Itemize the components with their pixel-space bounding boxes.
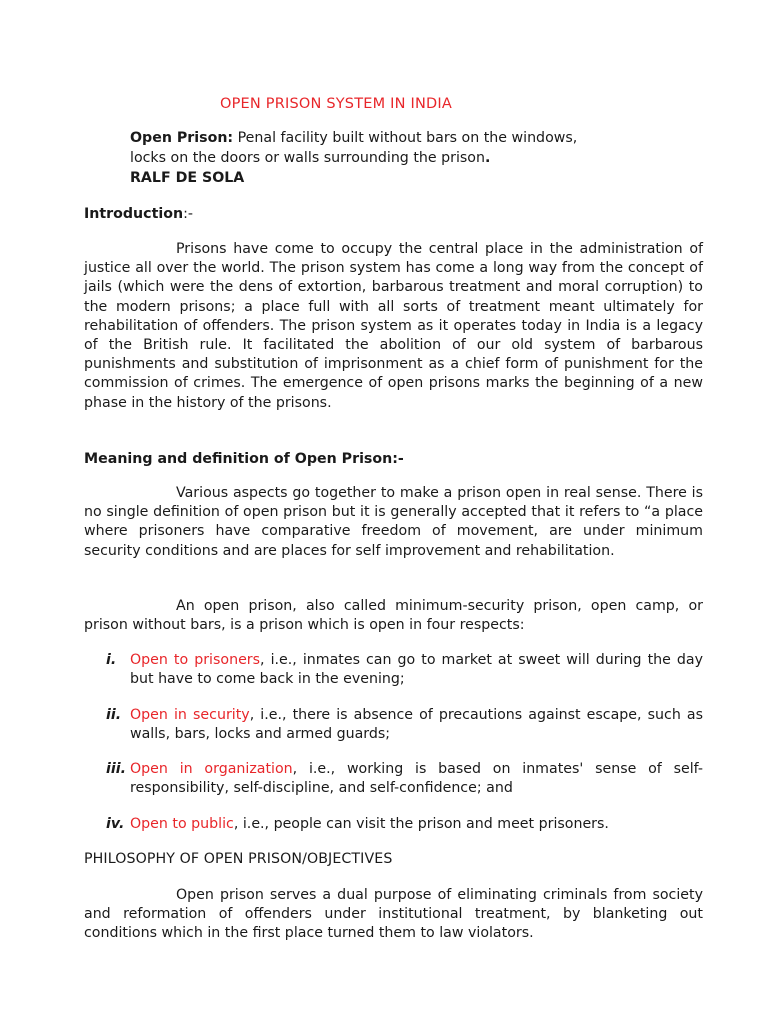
introduction-paragraph-text: Prisons have come to occupy the central place in the administration of justice all over the world. The prison system has come a long way from the concept of jails (which were the dens of extortion, barbarous treatment and moral corruption) to the modern prisons; a place full with all sorts of treatment meant ultimately for rehabilitation of offenders. The prison system as it operates today in India is a legacy of the British rule. It facilitated the abolition of our old system of barbarous punishments and substitution of imprisonment as a chief form of punishment for the commission of crimes. The emergence of open prisons marks the beginning of a new phase in the history of the prisons.: [84, 241, 703, 411]
definition-author: RALF DE SOLA: [130, 170, 245, 186]
introduction-heading-suffix: :-: [183, 206, 193, 222]
introduction-heading: [84, 206, 193, 222]
philosophy-heading: PHILOSOPHY OF OPEN PRISON/OBJECTIVES: [84, 851, 393, 867]
list-item-label: Open in security: [130, 707, 250, 723]
meaning-heading: [84, 451, 404, 467]
list-item-label: Open in organization: [130, 761, 293, 777]
list-item-number: i.: [106, 652, 117, 668]
definition-text-line2: locks on the doors or walls surrounding the prison: [130, 150, 485, 166]
definition-text-line1: Penal facility built without bars on the windows,: [233, 130, 578, 146]
list-item: [106, 706, 703, 744]
introduction-heading-text: Introduction: [84, 206, 184, 222]
list-item: [106, 651, 703, 689]
list-item-text: , i.e., there is absence of precautions against escape, such as walls, bars, locks and armed guards;: [130, 707, 704, 743]
list-item-number: iii.: [106, 761, 126, 777]
list-item-text: , i.e., people can visit the prison and meet prisoners.: [233, 816, 609, 832]
philosophy-paragraph-text: Open prison serves a dual purpose of eliminating criminals from society and reformation of offenders under institutional treatment, by blanketing out conditions which in the first place turned them to law violators.: [84, 887, 703, 942]
list-item-text: , i.e., working is based on inmates' sense of self-responsibility, self-discipline, and self-confidence; and: [130, 761, 703, 797]
list-item-label: Open to public: [130, 816, 234, 832]
meaning-paragraph-2-text: An open prison, also called minimum-security prison, open camp, or prison without bars, is a prison which is open in four respects:: [84, 598, 703, 634]
philosophy-paragraph: [84, 886, 703, 944]
definition-period: .: [484, 150, 491, 166]
list-item: [106, 815, 703, 834]
meaning-heading-text: Meaning and definition of Open Prison:-: [84, 451, 404, 467]
list-item-number: iv.: [106, 816, 125, 832]
list-item-label: Open to prisoners: [130, 652, 261, 668]
list-item-number: ii.: [106, 707, 122, 723]
meaning-paragraph-1: [84, 484, 703, 561]
introduction-paragraph: [84, 240, 703, 413]
definition-term: Open Prison:: [130, 130, 234, 146]
page-title: OPEN PRISON SYSTEM IN INDIA: [220, 96, 452, 112]
meaning-paragraph-1-text: Various aspects go together to make a prison open in real sense. There is no single definition of open prison but it is generally accepted that it refers to “a place where prisoners have comparative freedom of movement, are under minimum security conditions and are places for self improvement and rehabilitation.: [84, 485, 703, 559]
meaning-paragraph-2: [84, 597, 703, 635]
list-item: [106, 760, 703, 798]
open-prison-definition: [130, 128, 690, 188]
list-item-text: , i.e., inmates can go to market at sweet will during the day but have to come back in the evening;: [130, 652, 703, 688]
